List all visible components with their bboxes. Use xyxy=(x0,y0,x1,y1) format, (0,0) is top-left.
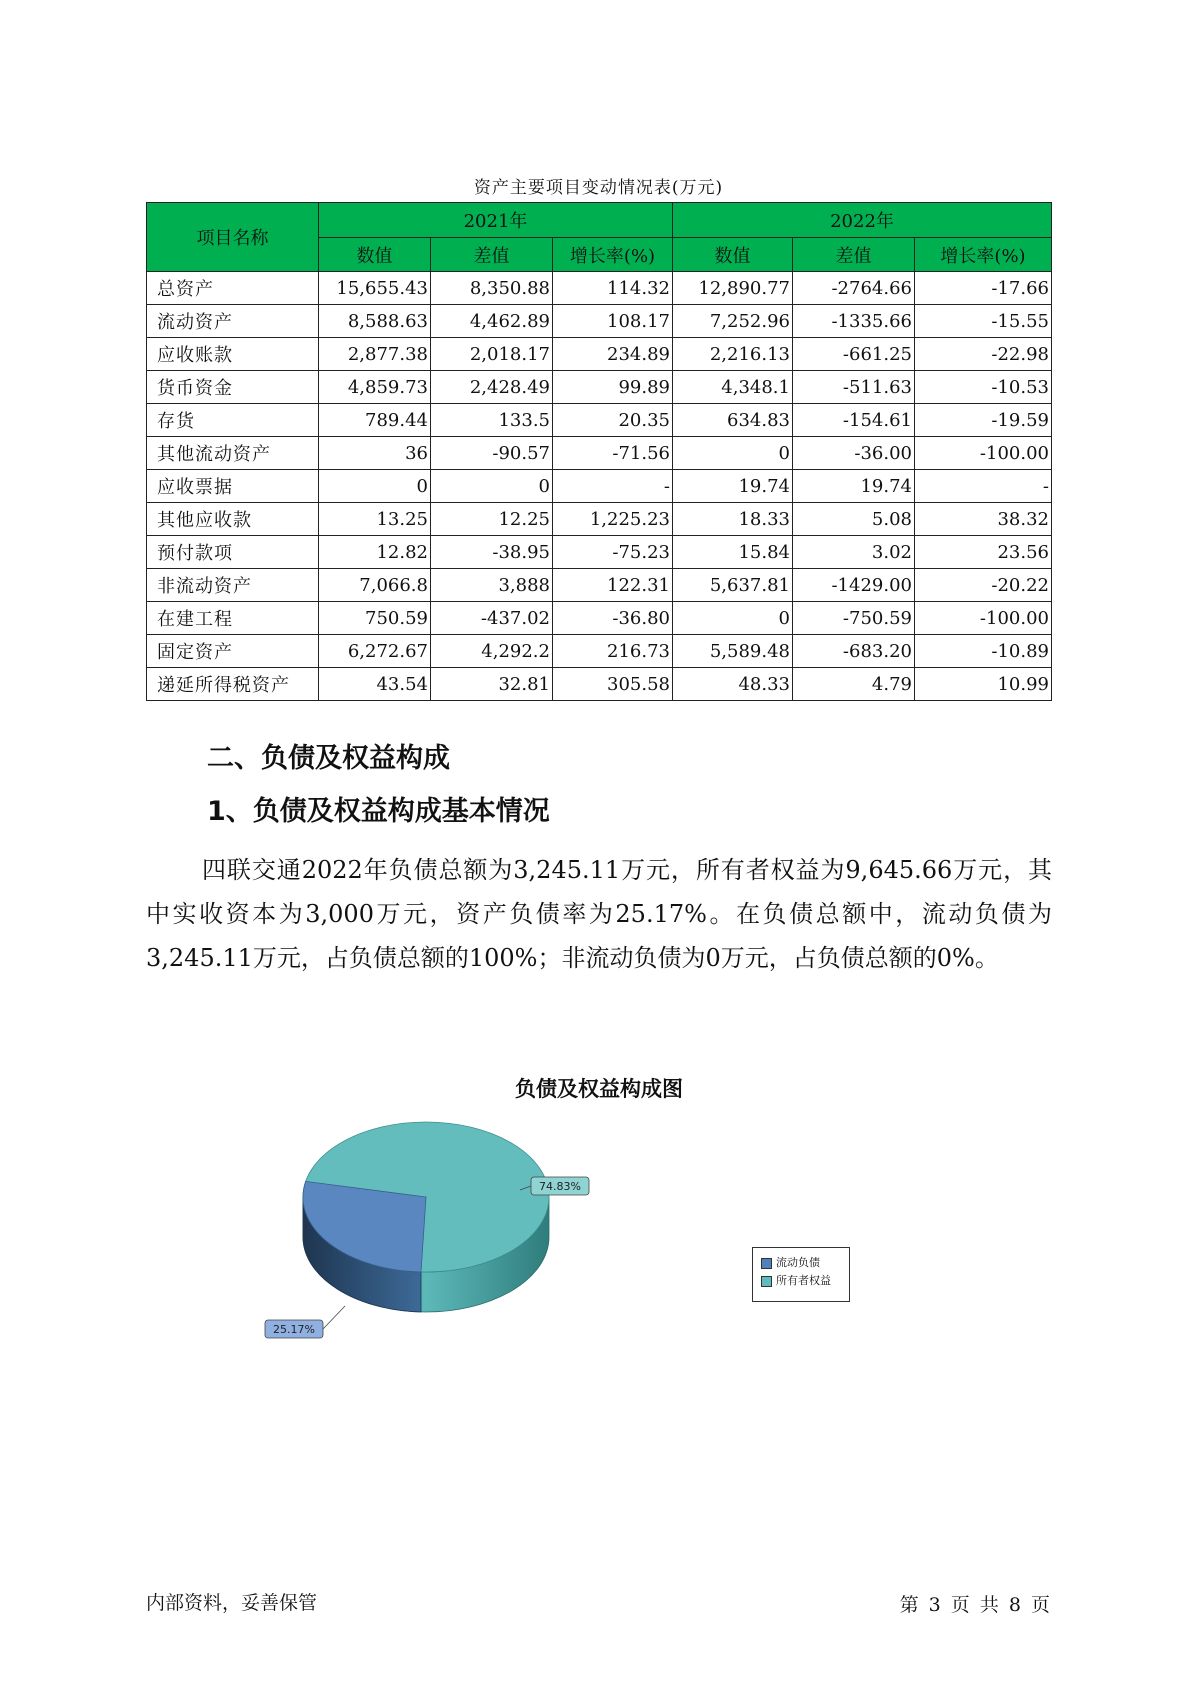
table-cell: 234.89 xyxy=(553,338,673,371)
table-cell: 15.84 xyxy=(673,536,793,569)
legend-label: 流动负债 xyxy=(776,1256,820,1269)
table-cell: 12,890.77 xyxy=(673,272,793,305)
body-paragraph: 四联交通2022年负债总额为3,245.11万元，所有者权益为9,645.66万元，其中实收资本为3,000万元，资产负债率为25.17%。在负债总额中，流动负债为3,245.11万元，占负债总额的100%；非流动负债为0万元，占负债总额的0%。 xyxy=(146,856,1052,972)
header-year-2021: 2021年 xyxy=(319,203,673,238)
table-cell: 15,655.43 xyxy=(319,272,431,305)
legend-swatch-equity xyxy=(761,1276,772,1287)
chart-title: 负债及权益构成图 xyxy=(515,1077,683,1101)
table-cell: -100.00 xyxy=(915,602,1052,635)
header-sub: 数值 xyxy=(673,238,793,272)
row-label: 总资产 xyxy=(147,272,319,305)
data-label-equity: 74.83% xyxy=(539,1180,581,1193)
table-cell: -19.59 xyxy=(915,404,1052,437)
table-cell: 6,272.67 xyxy=(319,635,431,668)
table-cell: 3,888 xyxy=(431,569,553,602)
table-cell: 36 xyxy=(319,437,431,470)
table-cell: 2,018.17 xyxy=(431,338,553,371)
header-year-2022: 2022年 xyxy=(673,203,1052,238)
header-sub: 增长率(%) xyxy=(915,238,1052,272)
table-cell: -90.57 xyxy=(431,437,553,470)
table-cell: 8,588.63 xyxy=(319,305,431,338)
row-label: 非流动资产 xyxy=(147,569,319,602)
table-cell: 18.33 xyxy=(673,503,793,536)
table-cell: 19.74 xyxy=(673,470,793,503)
row-label: 递延所得税资产 xyxy=(147,668,319,701)
header-sub: 差值 xyxy=(793,238,915,272)
chart-legend xyxy=(752,1247,850,1302)
row-label: 应收票据 xyxy=(147,470,319,503)
table-cell: 20.35 xyxy=(553,404,673,437)
table-cell: 750.59 xyxy=(319,602,431,635)
table-cell: - xyxy=(915,470,1052,503)
table-cell: 108.17 xyxy=(553,305,673,338)
table-cell: -511.63 xyxy=(793,371,915,404)
legend-label: 所有者权益 xyxy=(776,1274,831,1287)
header-sub: 差值 xyxy=(431,238,553,272)
pie-group xyxy=(265,1122,589,1338)
table-cell: -36.00 xyxy=(793,437,915,470)
table-cell: 0 xyxy=(431,470,553,503)
table-cell: -100.00 xyxy=(915,437,1052,470)
table-cell: 122.31 xyxy=(553,569,673,602)
table-cell: 48.33 xyxy=(673,668,793,701)
table-cell: 2,877.38 xyxy=(319,338,431,371)
table-cell: -36.80 xyxy=(553,602,673,635)
table-cell: 32.81 xyxy=(431,668,553,701)
table-cell: -10.53 xyxy=(915,371,1052,404)
table-cell: 789.44 xyxy=(319,404,431,437)
row-label: 货币资金 xyxy=(147,371,319,404)
table-cell: 12.25 xyxy=(431,503,553,536)
table-cell: 133.5 xyxy=(431,404,553,437)
table-caption: 资产主要项目变动情况表(万元) xyxy=(473,178,724,198)
table-cell: -1335.66 xyxy=(793,305,915,338)
row-label: 固定资产 xyxy=(147,635,319,668)
table-cell: 10.99 xyxy=(915,668,1052,701)
table-cell: -17.66 xyxy=(915,272,1052,305)
table-cell: - xyxy=(553,470,673,503)
table-cell: -2764.66 xyxy=(793,272,915,305)
data-label-current-liabilities: 25.17% xyxy=(273,1323,315,1336)
header-sub: 增长率(%) xyxy=(553,238,673,272)
table-cell: -10.89 xyxy=(915,635,1052,668)
row-label: 存货 xyxy=(147,404,319,437)
row-label: 预付款项 xyxy=(147,536,319,569)
table-cell: 4,348.1 xyxy=(673,371,793,404)
data-label-current-liabilities-leader xyxy=(323,1306,345,1329)
table-cell: 4,859.73 xyxy=(319,371,431,404)
table-cell: 0 xyxy=(319,470,431,503)
table-cell: 216.73 xyxy=(553,635,673,668)
row-label: 其他应收款 xyxy=(147,503,319,536)
section-subheading: 1、负债及权益构成基本情况 xyxy=(207,796,550,827)
table-cell: 5,589.48 xyxy=(673,635,793,668)
table-cell: 2,216.13 xyxy=(673,338,793,371)
table-cell: 2,428.49 xyxy=(431,371,553,404)
table-cell: 23.56 xyxy=(915,536,1052,569)
table-cell: -437.02 xyxy=(431,602,553,635)
table-cell: 1,225.23 xyxy=(553,503,673,536)
table-cell: -154.61 xyxy=(793,404,915,437)
table-cell: 19.74 xyxy=(793,470,915,503)
table-cell: 305.58 xyxy=(553,668,673,701)
header-item-name: 项目名称 xyxy=(147,203,319,272)
table-cell: -1429.00 xyxy=(793,569,915,602)
row-label: 在建工程 xyxy=(147,602,319,635)
table-cell: 7,252.96 xyxy=(673,305,793,338)
table-cell: 12.82 xyxy=(319,536,431,569)
table-cell: 99.89 xyxy=(553,371,673,404)
table-cell: -38.95 xyxy=(431,536,553,569)
table-cell: 0 xyxy=(673,602,793,635)
table-cell: -750.59 xyxy=(793,602,915,635)
row-label: 其他流动资产 xyxy=(147,437,319,470)
table-cell: -15.55 xyxy=(915,305,1052,338)
legend-item xyxy=(761,1254,849,1272)
header-sub: 数值 xyxy=(319,238,431,272)
table-cell: 3.02 xyxy=(793,536,915,569)
table-cell: 13.25 xyxy=(319,503,431,536)
table-cell: -683.20 xyxy=(793,635,915,668)
table-cell: 38.32 xyxy=(915,503,1052,536)
legend-item xyxy=(761,1272,849,1290)
table-cell: 634.83 xyxy=(673,404,793,437)
table-cell: 5,637.81 xyxy=(673,569,793,602)
section-heading: 二、负债及权益构成 xyxy=(207,743,450,774)
table-cell: 0 xyxy=(673,437,793,470)
table-cell: 114.32 xyxy=(553,272,673,305)
table-cell: 4,292.2 xyxy=(431,635,553,668)
table-cell: 4,462.89 xyxy=(431,305,553,338)
table-cell: -71.56 xyxy=(553,437,673,470)
table-cell: -75.23 xyxy=(553,536,673,569)
table-cell: 4.79 xyxy=(793,668,915,701)
row-label: 应收账款 xyxy=(147,338,319,371)
table-cell: -22.98 xyxy=(915,338,1052,371)
row-label: 流动资产 xyxy=(147,305,319,338)
table-cell: -20.22 xyxy=(915,569,1052,602)
table-cell: 7,066.8 xyxy=(319,569,431,602)
table-cell: -661.25 xyxy=(793,338,915,371)
table-cell: 8,350.88 xyxy=(431,272,553,305)
legend-swatch-current-liabilities xyxy=(761,1258,772,1269)
table-cell: 5.08 xyxy=(793,503,915,536)
footer-page-number: 第 3 页 共 8 页 xyxy=(899,1594,1052,1616)
table-cell: 43.54 xyxy=(319,668,431,701)
footer-confidential: 内部资料，妥善保管 xyxy=(146,1592,318,1614)
